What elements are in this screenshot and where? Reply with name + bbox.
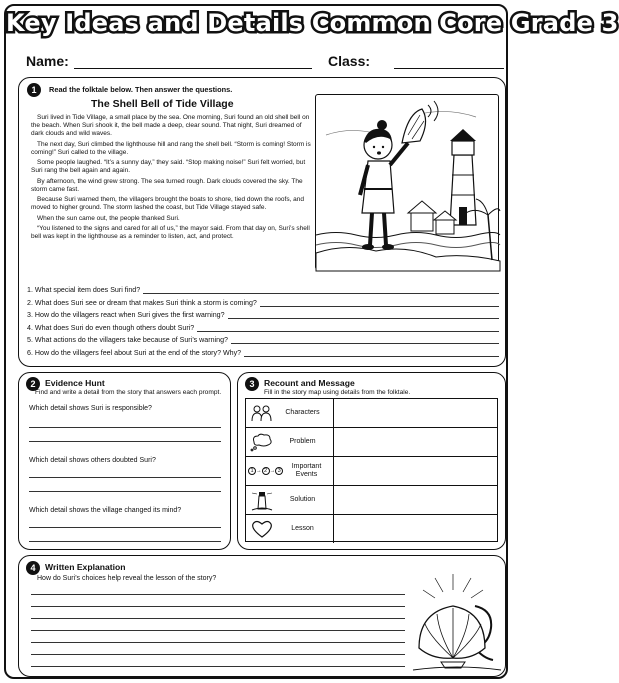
story-paragraph: Because Suri warned them, the villagers brought the boats to shore, tied down the roofs, and moved to higher ground. The storm lashed the coast, but Tide Village stayed safe. xyxy=(31,196,305,212)
section-number: 1 xyxy=(27,83,41,97)
answer-line[interactable] xyxy=(29,441,221,442)
evidence-prompt: Which detail shows others doubted Suri? xyxy=(29,457,156,464)
sequence-icon: 1 → 2 → 3 xyxy=(248,467,283,475)
evidence-hunt-section xyxy=(18,372,231,550)
story-map-row-problem xyxy=(246,428,497,457)
question-row xyxy=(27,334,499,347)
heart-icon xyxy=(250,519,274,539)
story-map-label: Lesson xyxy=(291,524,314,532)
story-map-instruction: Fill in the story map using details from the folktale. xyxy=(264,389,411,396)
question-row xyxy=(27,284,499,297)
section-number: 4 xyxy=(26,561,40,575)
story-paragraph: “You listened to the signs and cared for all of us,” the mayor said. From that day on, Suri’s shell bell was kept in the lighthouse as a reminder to listen, act, and protect. xyxy=(31,224,310,240)
reading-instruction: Read the folktale below. Then answer the questions. xyxy=(49,85,233,94)
answer-line[interactable] xyxy=(31,630,405,631)
answer-line[interactable] xyxy=(31,666,405,667)
story-map-heading: Recount and Message xyxy=(264,378,355,388)
story-text xyxy=(31,114,311,243)
lighthouse-icon xyxy=(250,489,274,511)
answer-line[interactable] xyxy=(31,606,405,607)
answer-line[interactable] xyxy=(31,654,405,655)
name-field[interactable] xyxy=(74,68,312,69)
story-paragraph: When the sun came out, the people thanked Suri. xyxy=(37,214,180,222)
answer-line[interactable] xyxy=(29,527,221,528)
reading-section xyxy=(18,77,506,367)
class-field[interactable] xyxy=(394,68,504,69)
written-explanation-heading: Written Explanation xyxy=(45,562,126,572)
question-text: 6. How do the villagers feel about Suri at the end of the story? Why? xyxy=(27,349,244,357)
answer-line[interactable] xyxy=(31,642,405,643)
story-map-row-events xyxy=(246,457,497,486)
story-map-table xyxy=(245,398,498,542)
question-row xyxy=(27,297,499,310)
story-map-row-lesson xyxy=(246,515,497,543)
answer-line[interactable] xyxy=(31,618,405,619)
story-title: The Shell Bell of Tide Village xyxy=(91,98,234,110)
suri-figure xyxy=(360,120,408,250)
story-paragraph: Suri lived in Tide Village, a small place by the sea. One morning, Suri found an old shell bell on the beach. When Suri shook it, the bell made a deep, clear sound. That night, Suri dreamed of dark clouds and wild waves. xyxy=(31,114,310,138)
section-number: 3 xyxy=(245,377,259,391)
evidence-prompt: Which detail shows the village changed its mind? xyxy=(29,507,182,514)
answer-line[interactable] xyxy=(29,477,221,478)
name-label: Name: xyxy=(26,53,69,69)
story-map-label: Problem xyxy=(289,437,316,445)
question-row xyxy=(27,309,499,322)
worksheet-title: Key Ideas and Details Common Core Grade 3 xyxy=(6,9,619,37)
story-map-row-characters xyxy=(246,399,497,428)
story-map-section xyxy=(237,372,506,550)
worksheet-page xyxy=(4,4,619,679)
story-paragraph: The next day, Suri climbed the lighthouse hill and rang the shell bell. “Storm is coming! Storm is coming!” Suri called to the village. xyxy=(31,140,311,156)
question-row xyxy=(27,322,499,335)
section-number: 2 xyxy=(26,377,40,391)
class-label: Class: xyxy=(328,53,371,69)
evidence-hunt-instruction: Find and write a detail from the story that answers each prompt. xyxy=(35,389,222,396)
story-paragraph: Some people laughed. “It’s a sunny day,” they said. “Stop making noise!” Suri felt worried, but Suri rang the bell again and again. xyxy=(31,159,306,175)
answer-line[interactable] xyxy=(29,491,221,492)
answer-line[interactable] xyxy=(31,594,405,595)
evidence-prompt: Which detail shows Suri is responsible? xyxy=(29,405,152,412)
answer-line[interactable] xyxy=(29,427,221,428)
name-class-row xyxy=(22,51,492,73)
story-illustration xyxy=(315,94,499,270)
people-icon xyxy=(250,404,274,422)
story-map-label: Solution xyxy=(289,495,316,503)
question-list xyxy=(27,284,499,359)
question-text: 5. What actions do the villagers take because of Suri’s warning? xyxy=(27,336,231,344)
written-explanation-prompt: How do Suri’s choices help reveal the lesson of the story? xyxy=(37,575,217,582)
question-text: 4. What does Suri do even though others doubt Suri? xyxy=(27,324,197,332)
story-map-row-solution xyxy=(246,486,497,515)
shell-bell-drawing xyxy=(402,101,438,143)
question-text: 3. How do the villagers react when Suri gives the first warning? xyxy=(27,311,228,319)
story-map-label: Characters xyxy=(285,408,320,416)
story-paragraph: By afternoon, the wind grew strong. The sea turned rough. Dark clouds covered the sky. The storm came fast. xyxy=(31,177,303,193)
shell-illustration xyxy=(413,568,501,672)
written-explanation-section xyxy=(18,555,506,677)
question-text: 1. What special item does Suri find? xyxy=(27,286,143,294)
story-map-label: Important Events xyxy=(291,462,322,478)
evidence-hunt-heading: Evidence Hunt xyxy=(45,378,105,388)
question-text: 2. What does Suri see or dream that makes Suri think a storm is coming? xyxy=(27,299,260,307)
thought-cloud-icon xyxy=(250,433,274,451)
answer-line[interactable] xyxy=(29,541,221,542)
question-row xyxy=(27,347,499,360)
